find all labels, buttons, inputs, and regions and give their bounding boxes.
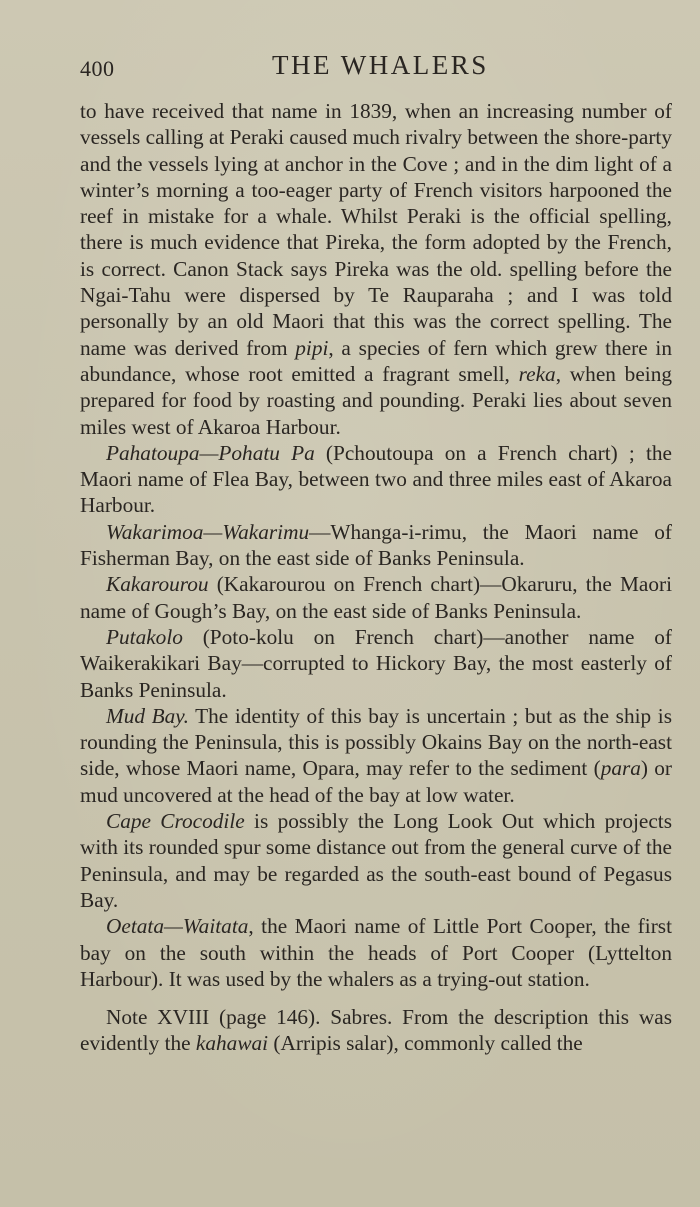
paragraph-peraki: to have received that name in 1839, when an increasing number of vessels calling at Peraki caused much rivalry between the shore-party and the vessels lying at anchor in the Cove ; and in the dim light of a winter’s morning a too-eager party of French visitors harpooned the reef in mistake for a whale. Whilst Peraki is the official spelling, there is much evidence that Pireka, the form adopted by the French, is correct. Canon Stack says Pireka was the old. spelling before the Ngai-Tahu were dispersed by Te Rauparaha ; and I was told personally by an old Maori that this was the correct spelling. The name was derived from pipi, a species of fern which grew there in abundance, whose root emitted a fragrant smell, reka, when being prepared for food by roasting and pounding. Peraki lies about seven miles west of Akaroa Harbour. <box>80 99 672 439</box>
running-title: THE WHALERS <box>272 50 489 80</box>
place-name-lead: Kakarourou <box>106 572 209 597</box>
italic-term: pipi <box>295 335 329 360</box>
paragraph-mud-bay: Mud Bay. The identity of this bay is uncertain ; but as the ship is rounding the Peninsula, this is possibly Okains Bay on the north-east side, whose Maori name, Opara, may refer to the sediment (para) or mud uncovered at the head of the bay at low water. <box>80 703 673 807</box>
italic-term: para <box>600 756 641 781</box>
page-number: 400 <box>80 56 115 81</box>
paragraph-wakarimoa: Wakarimoa—Wakarimu—Whanga-i-rimu, the Maori name of Fisherman Bay, on the east side of Banks Peninsula. <box>80 519 672 571</box>
paragraph-oetata: Oetata—Waitata, the Maori name of Little Port Cooper, the first bay on the south within the heads of Port Cooper (Lyttelton Harbour). It was used by the whalers as a trying-out station. <box>80 914 672 991</box>
place-name-lead: Wakarimoa—Wakarimu <box>106 519 310 544</box>
italic-term: reka <box>518 361 556 386</box>
paragraph-note-xviii: Note XVIII (page 146). Sabres. From the description this was evidently the kahawai (Arripis salar), commonly called the <box>80 1005 672 1056</box>
paragraph-cape-crocodile: Cape Crocodile is possibly the Long Look Out which projects with its rounded spur some distance out from the general curve of the Peninsula, and may be regarded as the south-east bound of Pegasus Bay. <box>80 809 672 912</box>
italic-term: kahawai <box>195 1031 269 1056</box>
place-name-lead: Mud Bay. <box>106 703 189 728</box>
page-header <box>80 48 672 88</box>
place-name-lead: Oetata—Waitata <box>106 914 249 939</box>
body-text <box>80 98 672 1057</box>
place-name-lead: Cape Crocodile <box>106 809 245 834</box>
paragraph-pahatoupa: Pahatoupa—Pohatu Pa (Pchoutoupa on a French chart) ; the Maori name of Flea Bay, between two and three miles east of Akaroa Harbour. <box>80 440 672 518</box>
place-name-lead: Putakolo <box>106 624 183 649</box>
paragraph-kakarourou: Kakarourou (Kakarourou on French chart)—Okaruru, the Maori name of Gough’s Bay, on the east side of Banks Peninsula. <box>80 572 672 623</box>
place-name-lead: Pahatoupa—Pohatu Pa <box>106 440 315 465</box>
paragraph-putakolo: Putakolo (Poto-kolu on French chart)—another name of Waikerakikari Bay—corrupted to Hickory Bay, the most easterly of Banks Peninsula. <box>80 624 672 702</box>
